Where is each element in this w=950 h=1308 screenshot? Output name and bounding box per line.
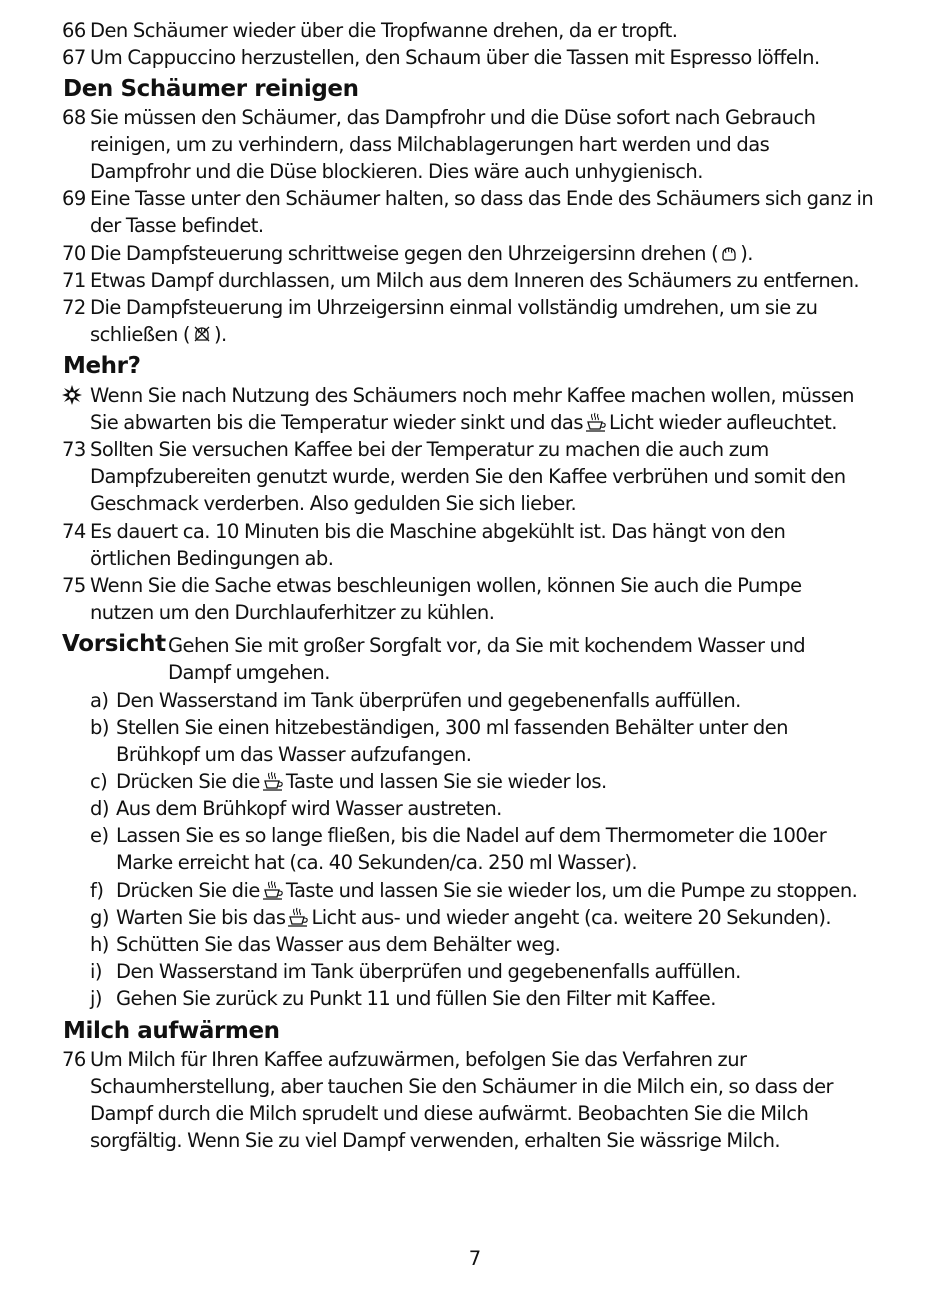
instruction-69 [62,185,873,212]
step-letter: b) [90,716,109,739]
step-text: Eine Tasse unter den Schäumer halten, so dass das Ende des Schäumers sich ganz in [90,187,874,210]
step-text-post: Licht aus- und wieder angeht (ca. weitere 20 Sekunden). [311,906,832,929]
caution-step-d [90,795,502,822]
step-text-post: ). [740,242,753,265]
step-text: Es dauert ca. 10 Minuten bis die Maschine abgekühlt ist. Das hängt von den [90,520,786,543]
page-number: 7 [468,1247,482,1270]
step-letter: i) [90,960,102,983]
step-text-pre: Die Dampfsteuerung schrittweise gegen den Uhrzeigersinn drehen ( [90,242,719,265]
caution-step-b-line-2: Brühkopf um das Wasser aufzufangen. [116,743,472,766]
step-number: 68 [62,106,86,129]
step-text: Schütten Sie das Wasser aus dem Behälter weg. [116,933,561,956]
step-number: 72 [62,296,86,319]
step-number: 75 [62,574,86,597]
step-number: 73 [62,438,86,461]
instruction-76-line-4: sorgfältig. Wenn Sie zu viel Dampf verwenden, erhalten Sie wässrige Milch. [90,1129,781,1152]
step-text: Wenn Sie die Sache etwas beschleunigen wollen, können Sie auch die Pumpe [90,574,802,597]
instruction-69-line-2: der Tasse befindet. [90,214,264,237]
step-text-post: ). [213,323,227,346]
step-text: Den Schäumer wieder über die Tropfwanne drehen, da er tropft. [90,19,678,42]
step-text-pre: Warten Sie bis das [116,906,286,929]
step-letter: f) [90,879,104,902]
instruction-67 [62,44,820,71]
step-text: Gehen Sie zurück zu Punkt 11 und füllen Sie den Filter mit Kaffee. [116,987,716,1010]
caution-label: Vorsicht [62,631,166,657]
heading-more: Mehr? [63,353,141,379]
instruction-70 [62,240,753,270]
hot-cup-icon [262,880,284,907]
step-text: Den Wasserstand im Tank überprüfen und gegebenenfalls auffüllen. [116,960,741,983]
caution-step-h [90,931,560,958]
instruction-75 [62,572,802,599]
step-number: 74 [62,520,86,543]
step-text: Etwas Dampf durchlassen, um Milch aus dem Inneren des Schäumers zu entfernen. [90,269,860,292]
instruction-76-line-2: Schaumherstellung, aber tauchen Sie den Schäumer in die Milch ein, so dass der [90,1075,833,1098]
step-text-pre: Drücken Sie die [116,879,260,902]
step-text: Lassen Sie es so lange fließen, bis die Nadel auf dem Thermometer die 100er [116,824,827,847]
step-number: 67 [62,46,86,69]
tip-text-line-1: Wenn Sie nach Nutzung des Schäumers noch mehr Kaffee machen wollen, müssen [90,384,854,407]
step-number: 69 [62,187,86,210]
instruction-76-line-3: Dampf durch die Milch sprudelt und diese aufwärmt. Beobachten Sie die Milch [90,1102,809,1125]
instruction-73-line-2: Dampfzubereiten genutzt wurde, werden Sie den Kaffee verbrühen und somit den [90,465,846,488]
starburst-tip-icon [62,382,90,409]
instruction-74-line-2: örtlichen Bedingungen ab. [90,547,334,570]
step-text: Die Dampfsteuerung im Uhrzeigersinn einmal vollständig umdrehen, um sie zu [90,296,818,319]
hot-cup-icon [585,412,607,439]
hot-cup-icon [287,907,309,934]
step-letter: d) [90,797,109,820]
step-text-post: Taste und lassen Sie sie wieder los. [285,770,607,793]
instruction-75-line-2: nutzen um den Durchlauferhitzer zu kühlen. [90,601,495,624]
caution-text: Gehen Sie mit großer Sorgfalt vor, da Sie mit kochendem Wasser und [168,634,806,657]
caution-step-i [90,958,741,985]
step-text-pre: Drücken Sie die [116,770,260,793]
instruction-68-line-3: Dampfrohr und die Düse blockieren. Dies wäre auch unhygienisch. [90,160,703,183]
instruction-71 [62,267,859,294]
step-number: 71 [62,269,86,292]
instruction-74 [62,518,785,545]
caution-text-line-2: Dampf umgehen. [168,661,330,684]
instruction-73-line-3: Geschmack verderben. Also gedulden Sie sich lieber. [90,492,577,515]
step-number: 66 [62,19,86,42]
step-text: Aus dem Brühkopf wird Wasser austreten. [116,797,502,820]
instruction-76 [62,1046,747,1073]
step-text: Sollten Sie versuchen Kaffee bei der Temperatur zu machen die auch zum [90,438,769,461]
instruction-72 [62,294,817,321]
step-text: Um Milch für Ihren Kaffee aufzuwärmen, befolgen Sie das Verfahren zur [90,1048,747,1071]
steam-knob-closed-icon [192,324,212,351]
caution-step-c [90,768,607,798]
step-number: 70 [62,242,86,265]
step-text: Sie müssen den Schäumer, das Dampfrohr und die Düse sofort nach Gebrauch [90,106,816,129]
tip-note [62,382,854,409]
step-letter: c) [90,770,108,793]
step-text: Stellen Sie einen hitzebeständigen, 300 ml fassenden Behälter unter den [116,716,788,739]
heading-warm-milk: Milch aufwärmen [63,1018,280,1044]
caution-step-j [90,985,716,1012]
step-number: 76 [62,1048,86,1071]
step-letter: h) [90,933,109,956]
tip-text-post: Licht wieder aufleuchtet. [608,411,837,434]
step-text: Um Cappuccino herzustellen, den Schaum über die Tassen mit Espresso löffeln. [90,46,820,69]
caution-step-e-line-2: Marke erreicht hat (ca. 40 Sekunden/ca. 250 ml Wasser). [116,851,638,874]
hot-cup-icon [262,771,284,798]
instruction-72-line-2 [90,321,227,351]
instruction-68-line-2: reinigen, um zu verhindern, dass Milchablagerungen hart werden und das [90,133,770,156]
step-letter: e) [90,824,109,847]
instruction-73 [62,436,769,463]
caution-step-f [90,877,857,907]
caution-step-a [90,687,741,714]
instruction-66 [62,17,677,44]
tip-text-pre: Sie abwarten bis die Temperatur wieder sinkt und das [90,411,583,434]
tip-note-line-2 [90,409,837,439]
steam-knob-open-icon [720,243,738,270]
step-letter: g) [90,906,109,929]
step-letter: a) [90,689,109,712]
caution-step-g [90,904,831,934]
caution-step-e [90,822,826,849]
caution-step-b [90,714,788,741]
step-text-post: Taste und lassen Sie sie wieder los, um die Pumpe zu stoppen. [285,879,858,902]
instruction-68 [62,104,815,131]
step-text: Den Wasserstand im Tank überprüfen und gegebenenfalls auffüllen. [116,689,741,712]
step-text-pre: schließen ( [90,323,190,346]
step-letter: j) [90,987,102,1010]
heading-clean-frother: Den Schäumer reinigen [63,76,359,102]
